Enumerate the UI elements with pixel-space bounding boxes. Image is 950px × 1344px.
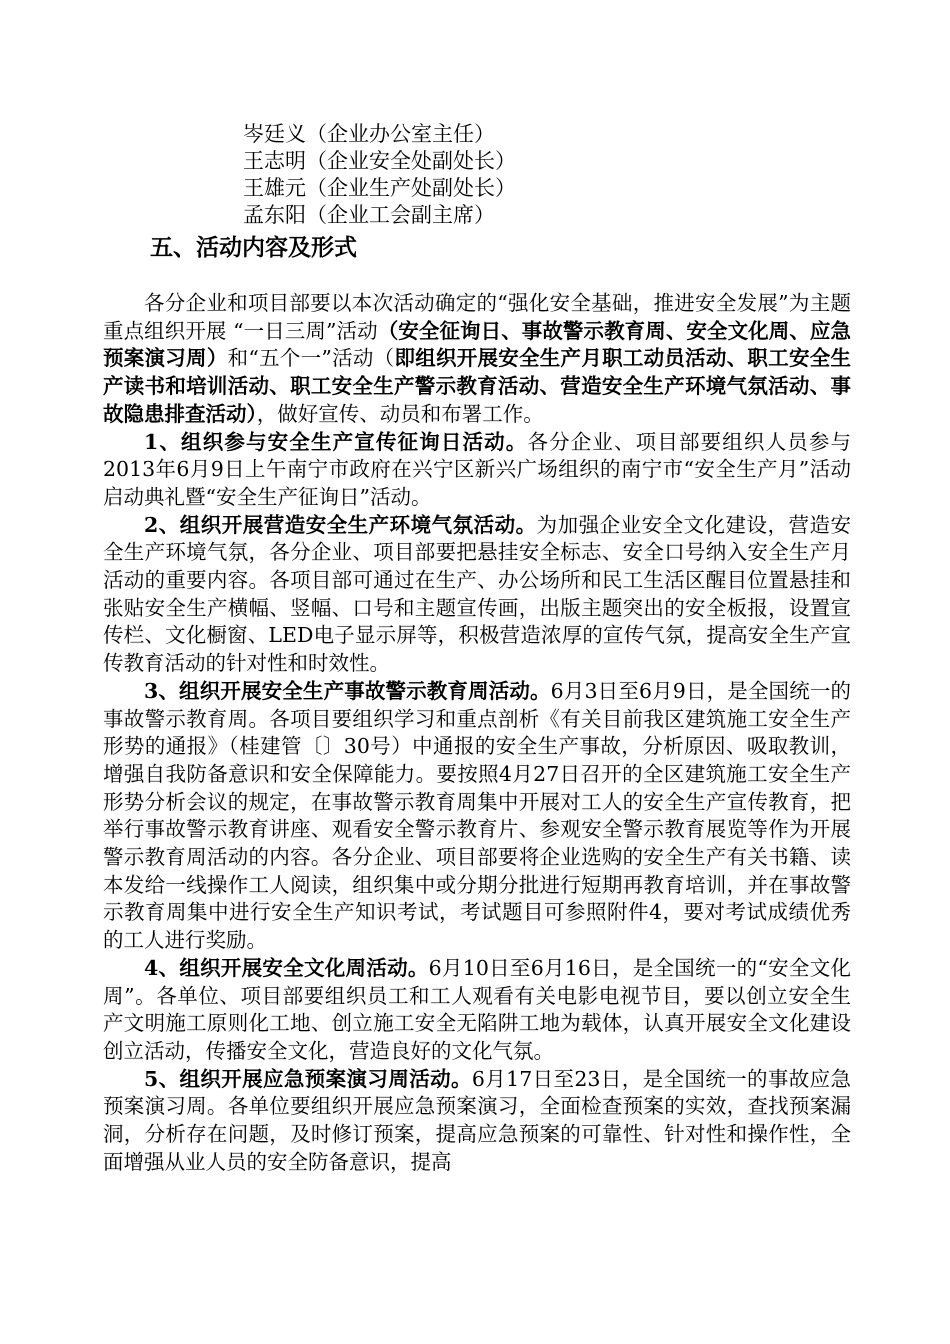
intro-text: ，做好宣传、动员和布署工作。 bbox=[256, 401, 544, 426]
committee-member: 孟东阳（企业工会副主席） bbox=[243, 203, 495, 227]
activity-text: 各分企业、项目部要组织人员参与2013年6月9日上午南宁市政府在兴宁区新兴广场组织的南宁市“安全生产月”活动启动典礼暨“安全生产征询日”活动。 bbox=[103, 429, 852, 509]
committee-member-list bbox=[243, 121, 516, 229]
intro-paragraph bbox=[103, 290, 851, 429]
committee-member: 岑廷义（企业办公室主任） bbox=[243, 122, 495, 146]
activity-item-4 bbox=[103, 955, 851, 1066]
committee-member: 王志明（企业安全处副处长） bbox=[243, 149, 516, 173]
activity-item-2 bbox=[103, 512, 851, 678]
intro-text: 和“五个一”活动（ bbox=[227, 346, 395, 371]
intro-bold-text: 即组织开展安全生产月职工动员活动、职工安全生产读书和培训活动、职工安全生产警示教育活动、营造安全生产环境气氛活动、事故隐患排查活动） bbox=[103, 346, 851, 426]
activity-title: 5、组织开展应急预案演习周活动。 bbox=[144, 1066, 472, 1091]
section-body bbox=[103, 290, 851, 1177]
intro-bold-text: （安全征询日、事故警示教育周、安全文化周、应急预案演习周） bbox=[103, 318, 851, 371]
activity-text: 6月17日至23日，是全国统一的事故应急预案演习周。各单位要组织开展应急预案演习，全面检查预案的实效，查找预案漏洞，分析存在问题，及时修订预案，提高应急预案的可靠性、针对性和操作性，全面增强从业人员的安全防备意识，提高 bbox=[103, 1066, 852, 1174]
activity-item-1 bbox=[103, 429, 851, 512]
activity-item-3 bbox=[103, 678, 851, 955]
activity-title: 4、组织开展安全文化周活动。 bbox=[144, 955, 429, 980]
activity-text: 6月3日至6月9日，是全国统一的事故警示教育周。各项目要组织学习和重点剖析《有关目前我区建筑施工安全生产形势的通报》（桂建管〔〕30号）中通报的安全生产事故，分析原因、吸取教训，增强自我防备意识和安全保障能力。要按照4月27日召开的全区建筑施工安全生产形势分析会议的规定，在事故警示教育周集中开展对工人的安全生产宣传教育，把举行事故警示教育讲座、观看安全警示教育片、参观安全警示教育展览等作为开展警示教育周活动的内容。各分企业、项目部要将企业选购的安全生产有关书籍、读本发给一线操作工人阅读，组织集中或分期分批进行短期再教育培训，并在事故警示教育周集中进行安全生产知识考试，考试题目可参照附件4，要对考试成绩优秀的工人进行奖励。 bbox=[103, 678, 851, 953]
committee-member: 王雄元（企业生产处副处长） bbox=[243, 176, 516, 200]
intro-text: 各分企业和项目部要以本次活动确定的“强化安全基础，推进安全发展”为主题重点组织开展 “一日三周”活动 bbox=[103, 291, 851, 343]
section-heading: 五、活动内容及形式 bbox=[150, 234, 357, 261]
activity-title: 1、组织参与安全生产宣传征询日活动。 bbox=[144, 429, 528, 454]
activity-item-5 bbox=[103, 1066, 851, 1177]
activity-text: 为加强企业安全文化建设，营造安全生产环境气氛，各分企业、项目部要把悬挂安全标志、安全口号纳入安全生产月活动的重要内容。各项目部可通过在生产、办公场所和民工生活区醒目位置悬挂和张贴安全生产横幅、竖幅、口号和主题宣传画，出版主题突出的安全板报，设置宣传栏、文化橱窗、LED电子显示屏等，积极营造浓厚的宣传气氛，提高安全生产宣传教育活动的针对性和时效性。 bbox=[103, 512, 852, 676]
activity-title: 2、组织开展营造安全生产环境气氛活动。 bbox=[144, 512, 537, 537]
activity-text: 6月10日至6月16日，是全国统一的“安全文化周”。各单位、项目部要组织员工和工人观看有关电影电视节目，要以创立安全生产文明施工原则化工地、创立施工安全无陷阱工地为载体，认真开展安全文化建设创立活动，传播安全文化，营造良好的文化气氛。 bbox=[103, 955, 851, 1063]
activity-title: 3、组织开展安全生产事故警示教育周活动。 bbox=[144, 678, 551, 703]
